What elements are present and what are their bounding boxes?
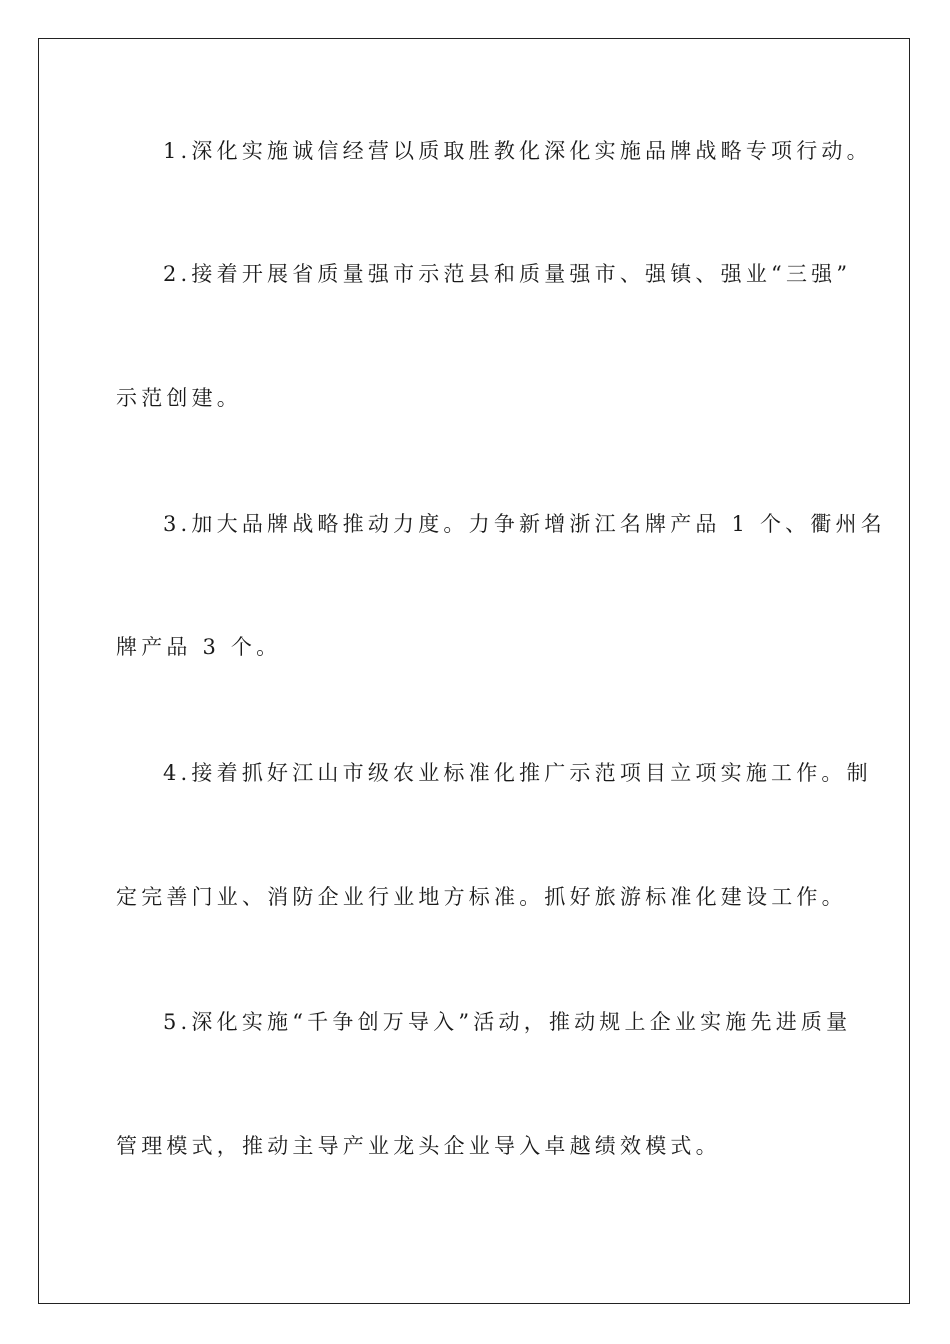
paragraph-4-line-1: 4.接着抓好江山市级农业标准化推广示范项目立项实施工作。制 (163, 761, 872, 785)
paragraph-2-line-2: 示范创建。 (116, 386, 242, 410)
paragraph-5-line-1: 5.深化实施“千争创万导入”活动，推动规上企业实施先进质量 (163, 1010, 852, 1034)
paragraph-3-line-1: 3.加大品牌战略推动力度。力争新增浙江名牌产品 1 个、衢州名 (163, 512, 886, 536)
paragraph-3-line-2: 牌产品 3 个。 (116, 635, 282, 659)
paragraph-2-line-1: 2.接着开展省质量强市示范县和质量强市、强镇、强业“三强” (163, 262, 852, 286)
paragraph-1-line-1: 1.深化实施诚信经营以质取胜教化深化实施品牌战略专项行动。 (163, 139, 872, 163)
paragraph-4-line-2: 定完善门业、消防企业行业地方标准。抓好旅游标准化建设工作。 (116, 885, 847, 909)
paragraph-5-line-2: 管理模式，推动主导产业龙头企业导入卓越绩效模式。 (116, 1134, 721, 1158)
page-border (38, 38, 910, 1304)
